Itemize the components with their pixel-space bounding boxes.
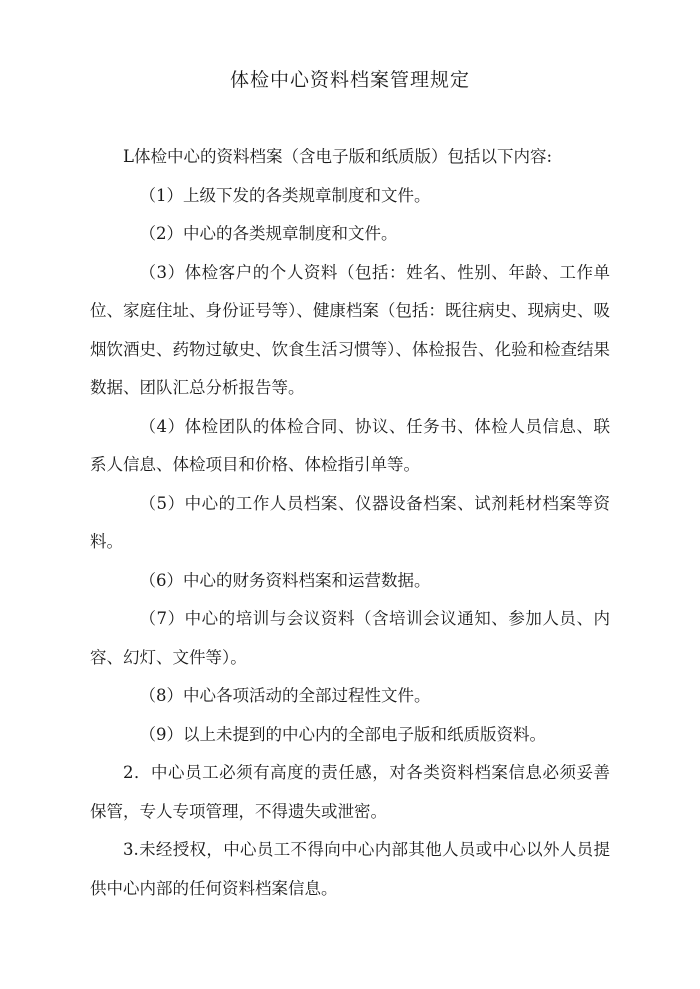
list-item-3: （3）体检客户的个人资料（包括：姓名、性别、年龄、工作单位、家庭住址、身份证号等）、健康档案（包括：既往病史、现病史、吸烟饮酒史、药物过敏史、饮食生活习惯等）、体检报告、化验和检查结果数据、团队汇总分析报告等。 xyxy=(90,262,610,397)
rule-3-paragraph: 3.未经授权，中心员工不得向中心内部其他人员或中心以外人员提供中心内部的任何资料档案信息。 xyxy=(90,840,610,898)
intro-paragraph: L体检中心的资料档案（含电子版和纸质版）包括以下内容: xyxy=(123,147,553,166)
list-item-7: （7）中心的培训与会议资料（含培训会议通知、参加人员、内容、幻灯、文件等）。 xyxy=(90,609,610,667)
list-item-6: （6）中心的财务资料档案和运营数据。 xyxy=(139,570,431,590)
rule-2-paragraph: 2．中心员工必须有高度的责任感，对各类资料档案信息必须妥善保管，专人专项管理，不得遗失或泄密。 xyxy=(90,763,610,821)
list-item-9: （9）以上未提到的中心内的全部电子版和纸质版资料。 xyxy=(139,724,546,744)
list-item-1: （1）上级下发的各类规章制度和文件。 xyxy=(139,185,431,205)
list-item-8: （8）中心各项活动的全部过程性文件。 xyxy=(139,686,431,705)
document-title: 体检中心资料档案管理规定 xyxy=(229,69,470,91)
list-item-5: （5）中心的工作人员档案、仪器设备档案、试剂耗材档案等资料。 xyxy=(90,493,610,551)
list-item-4: （4）体检团队的体检合同、协议、任务书、体检人员信息、联系人信息、体检项目和价格、体检指引单等。 xyxy=(90,416,610,474)
list-item-2: （2）中心的各类规章制度和文件。 xyxy=(139,224,398,243)
